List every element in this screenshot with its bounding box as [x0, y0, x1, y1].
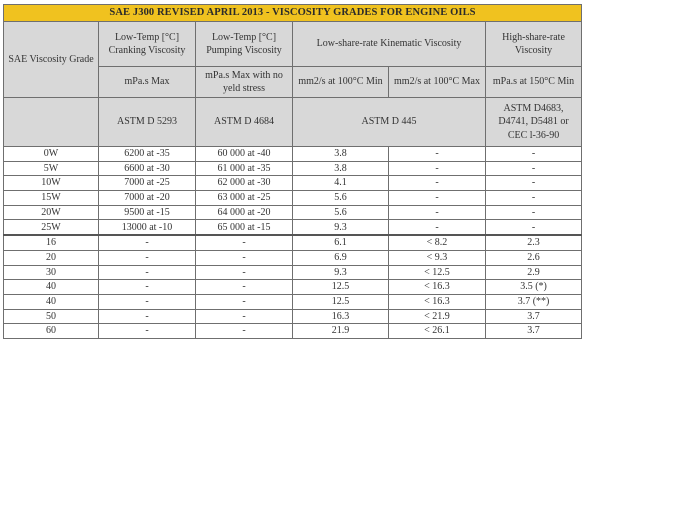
hths-cell: -	[486, 205, 582, 220]
kinematic-min-cell: 6.1	[293, 235, 389, 250]
kinematic-max-cell: -	[389, 161, 486, 176]
cranking-cell: 13000 at -10	[99, 220, 196, 235]
header-row-methods	[4, 98, 582, 147]
kinematic-max-cell: -	[389, 205, 486, 220]
table-row	[4, 265, 582, 280]
pumping-cell: 62 000 at -30	[196, 176, 293, 191]
cranking-cell: 6200 at -35	[99, 147, 196, 162]
kinematic-max-cell: -	[389, 191, 486, 206]
hths-cell: 2.6	[486, 250, 582, 265]
table-row	[4, 309, 582, 324]
table-row	[4, 220, 582, 235]
pumping-cell: -	[196, 324, 293, 339]
kinematic-max-cell: < 12.5	[389, 265, 486, 280]
cranking-cell: 7000 at -25	[99, 176, 196, 191]
pumping-cell: -	[196, 280, 293, 295]
pumping-cell: -	[196, 235, 293, 250]
cranking-cell: -	[99, 280, 196, 295]
pumping-cell: 61 000 at -35	[196, 161, 293, 176]
cranking-cell: -	[99, 294, 196, 309]
kinematic-min-cell: 3.8	[293, 147, 389, 162]
kinematic-max-cell: < 9.3	[389, 250, 486, 265]
kinematic-max-cell: < 26.1	[389, 324, 486, 339]
grade-cell: 60	[4, 324, 99, 339]
kinematic-min-cell: 9.3	[293, 265, 389, 280]
grade-cell: 50	[4, 309, 99, 324]
table-title: SAE J300 REVISED APRIL 2013 - VISCOSITY GRADES FOR ENGINE OILS	[4, 5, 582, 22]
grade-cell: 40	[4, 294, 99, 309]
method-hths: ASTM D4683, D4741, D5481 or CEC l-36-90	[486, 98, 582, 147]
kinematic-min-cell: 12.5	[293, 294, 389, 309]
kinematic-min-cell: 4.1	[293, 176, 389, 191]
kinematic-max-cell: -	[389, 220, 486, 235]
hths-cell: -	[486, 191, 582, 206]
title-row	[4, 5, 582, 22]
kinematic-min-cell: 6.9	[293, 250, 389, 265]
pumping-cell: 63 000 at -25	[196, 191, 293, 206]
cranking-cell: -	[99, 235, 196, 250]
grade-cell: 16	[4, 235, 99, 250]
table-row	[4, 161, 582, 176]
hths-cell: -	[486, 176, 582, 191]
pumping-cell: 64 000 at -20	[196, 205, 293, 220]
method-kinematic: ASTM D 445	[293, 98, 486, 147]
grade-cell: 10W	[4, 176, 99, 191]
table-row	[4, 191, 582, 206]
grade-cell: 30	[4, 265, 99, 280]
unit-pumping: mPa.s Max with no yeld stress	[196, 67, 293, 98]
header-cranking: Low-Temp [°C] Cranking Viscosity	[99, 22, 196, 67]
kinematic-min-cell: 16.3	[293, 309, 389, 324]
unit-hths: mPa.s at 150°C Min	[486, 67, 582, 98]
pumping-cell: -	[196, 294, 293, 309]
header-row-1	[4, 22, 582, 67]
hths-cell: 3.7 (**)	[486, 294, 582, 309]
table-row	[4, 176, 582, 191]
kinematic-max-cell: < 16.3	[389, 294, 486, 309]
cranking-cell: -	[99, 324, 196, 339]
kinematic-min-cell: 12.5	[293, 280, 389, 295]
cranking-cell: 9500 at -15	[99, 205, 196, 220]
method-blank	[4, 98, 99, 147]
kinematic-max-cell: < 16.3	[389, 280, 486, 295]
method-pumping: ASTM D 4684	[196, 98, 293, 147]
table-row	[4, 294, 582, 309]
hths-cell: -	[486, 220, 582, 235]
table-row	[4, 280, 582, 295]
grade-cell: 0W	[4, 147, 99, 162]
hths-cell: 3.5 (*)	[486, 280, 582, 295]
kinematic-max-cell: -	[389, 176, 486, 191]
hths-cell: 2.3	[486, 235, 582, 250]
table-row	[4, 205, 582, 220]
hths-cell: 3.7	[486, 309, 582, 324]
grade-cell: 40	[4, 280, 99, 295]
unit-kinematic-max: mm2/s at 100°C Max	[389, 67, 486, 98]
kinematic-min-cell: 5.6	[293, 191, 389, 206]
method-cranking: ASTM D 5293	[99, 98, 196, 147]
viscosity-grades-table	[3, 4, 582, 339]
cranking-cell: 6600 at -30	[99, 161, 196, 176]
pumping-cell: 60 000 at -40	[196, 147, 293, 162]
grade-cell: 25W	[4, 220, 99, 235]
kinematic-min-cell: 3.8	[293, 161, 389, 176]
pumping-cell: -	[196, 309, 293, 324]
table-row	[4, 147, 582, 162]
pumping-cell: -	[196, 265, 293, 280]
kinematic-max-cell: -	[389, 147, 486, 162]
hths-cell: -	[486, 147, 582, 162]
header-sae-grade: SAE Viscosity Grade	[4, 22, 99, 98]
cranking-cell: 7000 at -20	[99, 191, 196, 206]
grade-cell: 15W	[4, 191, 99, 206]
header-kinematic: Low-share-rate Kinematic Viscosity	[293, 22, 486, 67]
unit-cranking: mPa.s Max	[99, 67, 196, 98]
pumping-cell: 65 000 at -15	[196, 220, 293, 235]
grade-cell: 20W	[4, 205, 99, 220]
cranking-cell: -	[99, 265, 196, 280]
cranking-cell: -	[99, 309, 196, 324]
hths-cell: 3.7	[486, 324, 582, 339]
kinematic-max-cell: < 21.9	[389, 309, 486, 324]
grade-cell: 5W	[4, 161, 99, 176]
kinematic-min-cell: 9.3	[293, 220, 389, 235]
header-pumping: Low-Temp [°C] Pumping Viscosity	[196, 22, 293, 67]
hths-cell: 2.9	[486, 265, 582, 280]
hths-cell: -	[486, 161, 582, 176]
pumping-cell: -	[196, 250, 293, 265]
viscosity-table-sheet	[3, 4, 581, 339]
unit-kinematic-min: mm2/s at 100°C Min	[293, 67, 389, 98]
table-row	[4, 235, 582, 250]
header-hths: High-share-rate Viscosity	[486, 22, 582, 67]
table-row	[4, 250, 582, 265]
kinematic-min-cell: 5.6	[293, 205, 389, 220]
table-row	[4, 324, 582, 339]
kinematic-max-cell: < 8.2	[389, 235, 486, 250]
grade-cell: 20	[4, 250, 99, 265]
cranking-cell: -	[99, 250, 196, 265]
kinematic-min-cell: 21.9	[293, 324, 389, 339]
